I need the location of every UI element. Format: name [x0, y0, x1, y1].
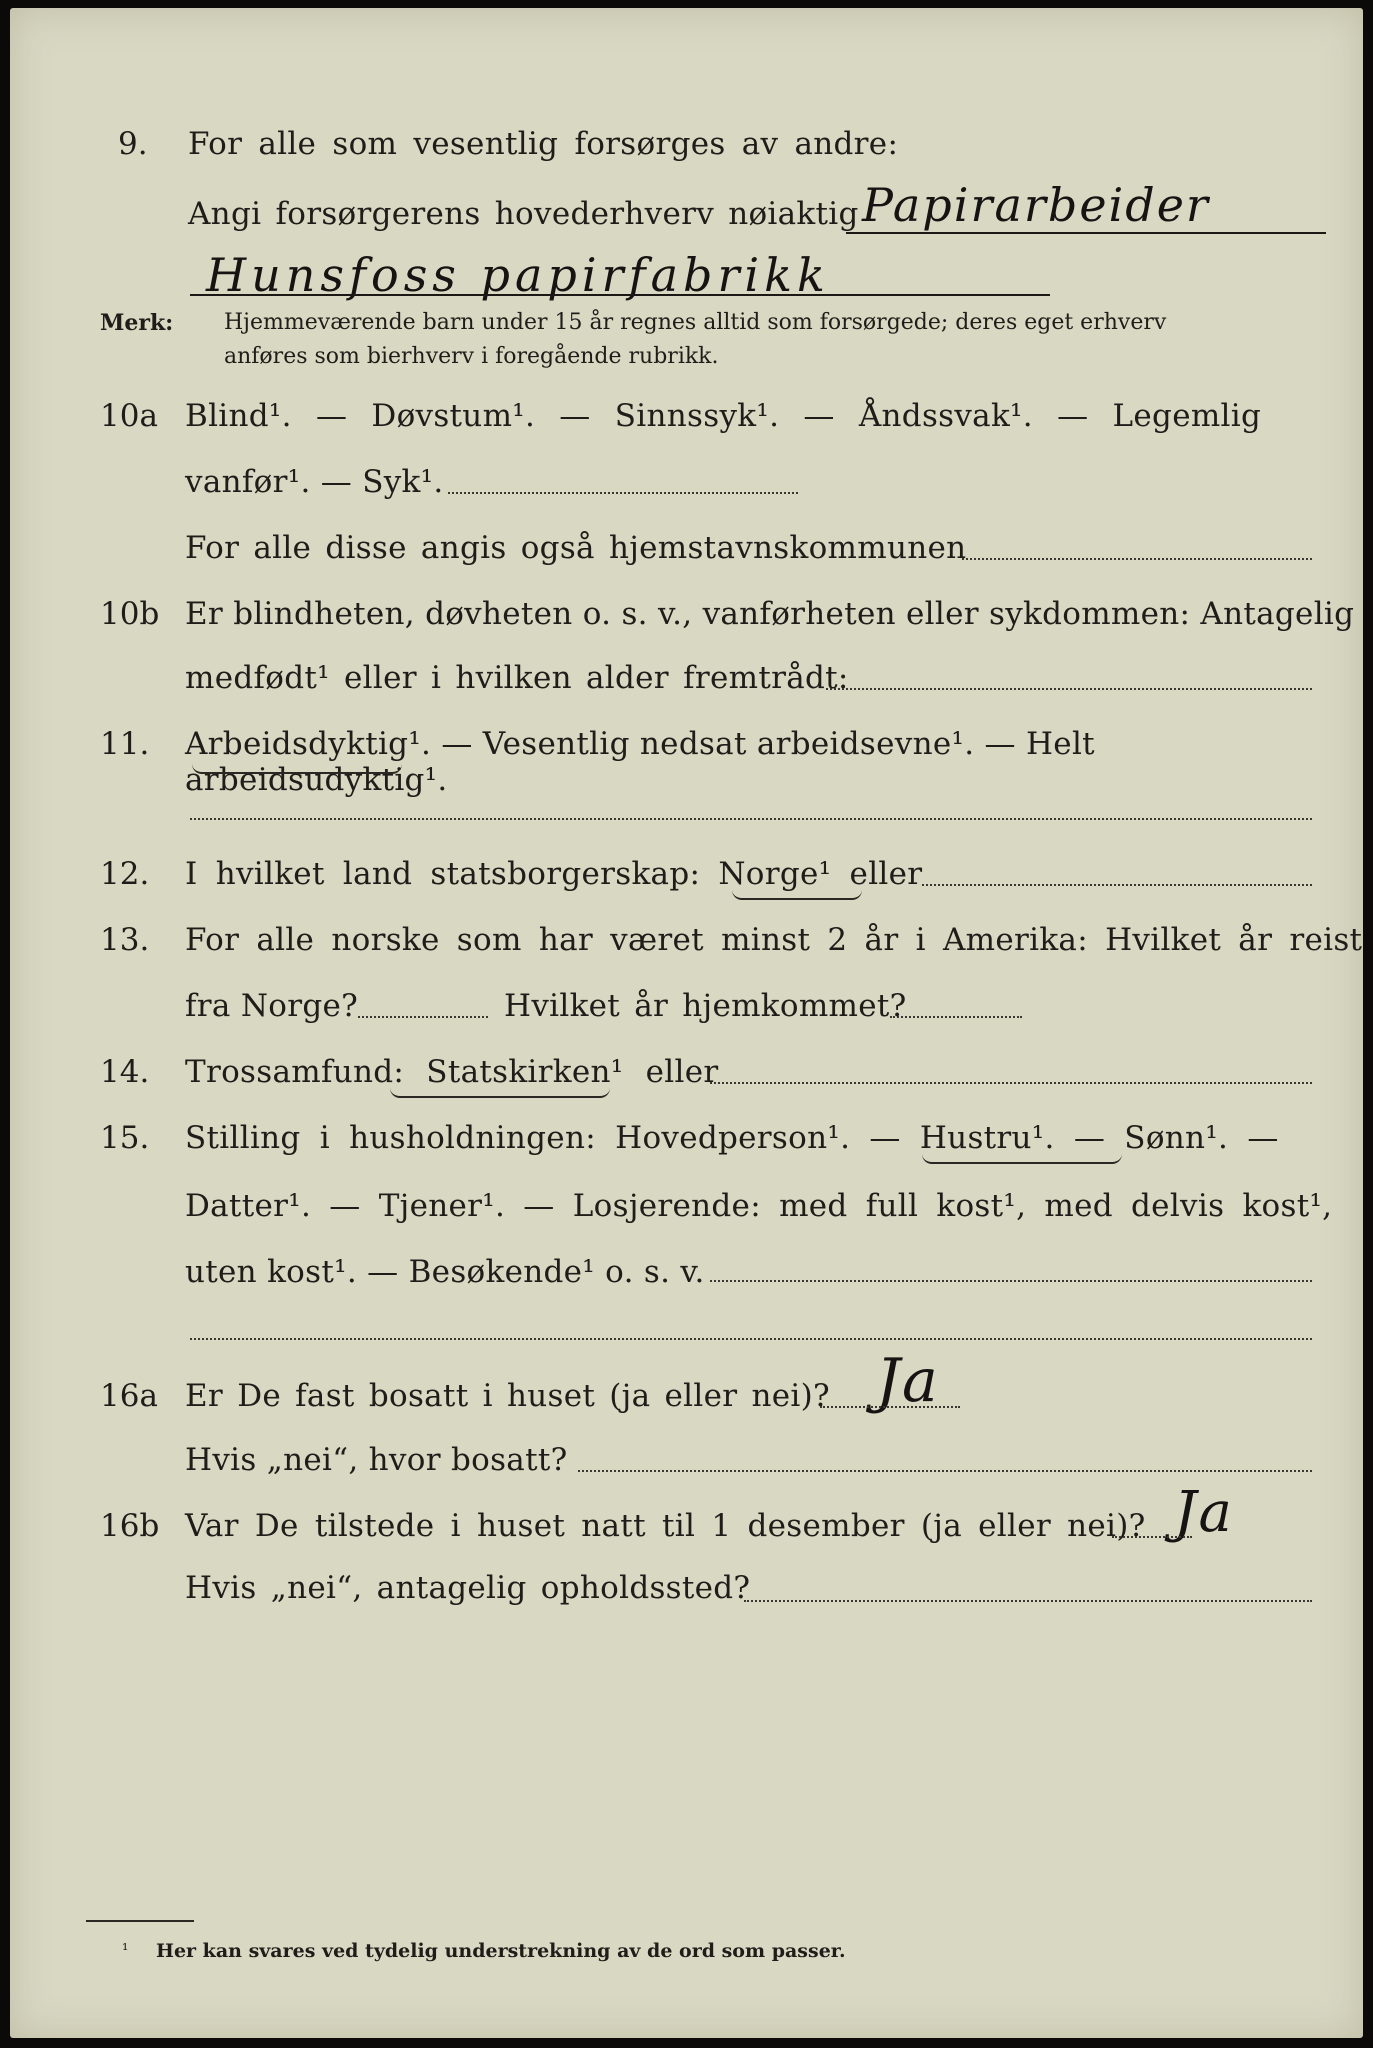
q16a-number: 16a: [100, 1378, 158, 1414]
footnote-text: Her kan svares ved tydelig understrekning av de ord som passer.: [156, 1940, 846, 1962]
footnote-mark: ¹: [122, 1940, 129, 1959]
q10a-number: 10a: [100, 398, 158, 434]
q16b-whereabouts-field: [744, 1600, 1312, 1602]
q12-number: 12.: [100, 856, 150, 892]
q10b-field: [826, 688, 1312, 690]
q15-underline-hustru: [922, 1154, 1122, 1164]
q13-line2a: fra Norge?: [185, 988, 359, 1024]
q14-field: [710, 1082, 1312, 1084]
q11-line1: Arbeidsdyktig¹. — Vesentlig nedsat arbeidsevne¹. — Helt arbeidsudyktig¹.: [185, 726, 1095, 798]
q10a-line2: vanfør¹. — Syk¹.: [185, 464, 444, 500]
q12-field: [922, 884, 1312, 886]
q12-underline-norge: [732, 890, 862, 900]
q9-number: 9.: [118, 126, 148, 162]
q14-line1: Trossamfund: Statskirken¹ eller: [185, 1054, 719, 1090]
q10a-line3: For alle disse angis også hjemstavnskommunen: [185, 530, 967, 566]
q11-number: 11.: [100, 726, 150, 762]
q9-answer-line: [846, 232, 1326, 234]
q9-line1: For alle som vesentlig forsørges av andre:: [188, 126, 899, 162]
q16b-number: 16b: [100, 1508, 160, 1544]
q16b-handwritten-answer: Ja: [1174, 1480, 1234, 1545]
q10a-line1: Blind¹. — Døvstum¹. — Sinnssyk¹. — Åndssvak¹. — Legemlig: [185, 398, 1262, 434]
q14-number: 14.: [100, 1054, 150, 1090]
q10a-syk-field: [448, 492, 798, 494]
q15-line2: Datter¹. — Tjener¹. — Losjerende: med full kost¹, med delvis kost¹,: [185, 1188, 1333, 1224]
q15-field-2: [190, 1338, 1312, 1340]
q16b-field: [1112, 1536, 1192, 1538]
q16a-handwritten-answer: Ja: [876, 1346, 940, 1416]
q13-line1: For alle norske som har været minst 2 år i Amerika: Hvilket år reist: [185, 922, 1363, 958]
q13-line2b: Hvilket år hjemkommet?: [504, 988, 907, 1024]
q10b-number: 10b: [100, 596, 160, 632]
q13-year-returned-field: [890, 1016, 1022, 1018]
q16a-field: [820, 1406, 960, 1408]
q13-year-left-field: [358, 1016, 488, 1018]
q10a-hometown-field: [962, 558, 1312, 560]
q9-handwritten-occupation: Papirarbeider: [862, 178, 1210, 232]
q16a-residence-field: [578, 1470, 1312, 1472]
q16a-line1: Er De fast bosatt i huset (ja eller nei)?: [185, 1378, 830, 1414]
q9-line2: Angi forsørgerens hovederhverv nøiaktig: [188, 196, 859, 232]
q9-handwritten-employer: Hunsfoss papirfabrikk: [206, 248, 830, 302]
q11-field: [190, 818, 1312, 820]
q13-number: 13.: [100, 922, 150, 958]
merk-line1: Hjemmeværende barn under 15 år regnes alltid som forsørgede; deres eget erhverv: [224, 310, 1167, 335]
q10b-line1: Er blindheten, døvheten o. s. v., vanførheten eller sykdommen: Antagelig: [185, 596, 1355, 632]
q9-answer-line-2: [190, 294, 1050, 296]
q16b-line2: Hvis „nei“, antagelig opholdssted?: [185, 1570, 751, 1606]
q15-field: [710, 1280, 1312, 1282]
q11-underline-arbeidsdyktig: [192, 764, 402, 774]
q10b-line2: medfødt¹ eller i hvilken alder fremtrådt:: [185, 660, 849, 696]
q15-line1: Stilling i husholdningen: Hovedperson¹. — Hustru¹. — Sønn¹. —: [185, 1120, 1279, 1156]
q16a-line2: Hvis „nei“, hvor bosatt?: [185, 1442, 568, 1478]
footnote-rule: [86, 1920, 194, 1922]
merk-line2: anføres som bierhverv i foregående rubrikk.: [224, 344, 719, 369]
q12-line1: I hvilket land statsborgerskap: Norge¹ eller: [185, 856, 923, 892]
q14-underline-statskirken: [390, 1088, 610, 1098]
merk-label: Merk:: [100, 310, 174, 336]
q15-number: 15.: [100, 1120, 150, 1156]
q15-line3: uten kost¹. — Besøkende¹ o. s. v.: [185, 1254, 705, 1290]
q16b-line1: Var De tilstede i huset natt til 1 desember (ja eller nei)?: [185, 1508, 1146, 1544]
census-form-page: [10, 8, 1363, 2038]
